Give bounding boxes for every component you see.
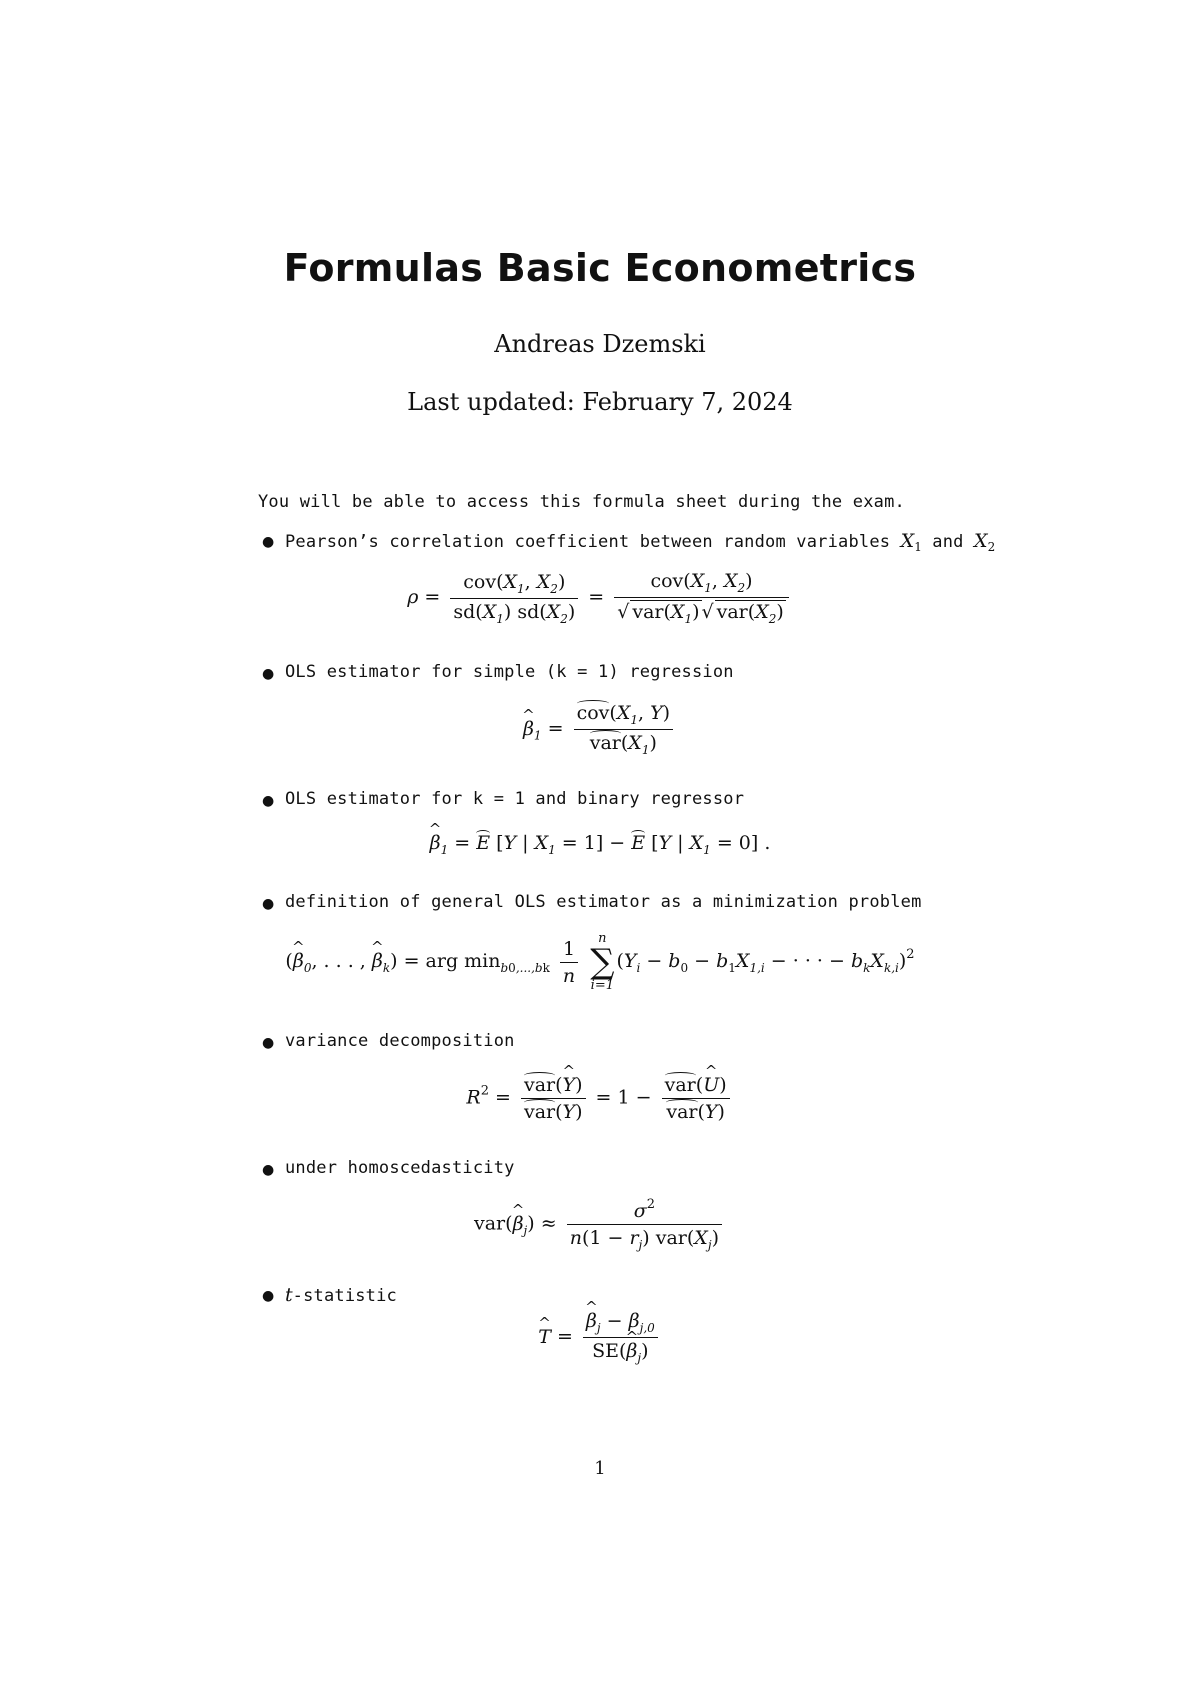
bullet-icon: ●: [262, 1162, 275, 1178]
last-updated: Last updated: February 7, 2024: [407, 388, 793, 416]
bullet-icon: ●: [262, 1035, 275, 1051]
page-number: 1: [594, 1458, 606, 1479]
item-ols-general-label: definition of general OLS estimator as a minimization problem: [285, 892, 922, 912]
item-ols-binary-label: OLS estimator for k = 1 and binary regressor: [285, 789, 745, 809]
item-homoscedasticity-label: under homoscedasticity: [285, 1158, 515, 1178]
bullet-icon: ●: [262, 793, 275, 809]
author: Andreas Dzemski: [494, 330, 706, 358]
pearson-formula: ρ = $\frac{cov(X_1, X_2)}{sd(X_1) sd(X_2)}$ = $\frac{cov(X_1, X_2)}{√ var(X_1) √ var(X_2)}$: [0, 570, 1200, 626]
ols-binary-formula: ^ $\beta_1 = E$ [Y | $X_1 = 1] - E$ [Y | $X_1 = 0$] .: [0, 832, 1200, 857]
ols-simple-formula: ^ $\beta_1$ = $\frac{cov(X_1, Y)}{var(X_1)}$: [0, 702, 1200, 757]
variance-decomposition-formula: $R^2$ = $\frac{\text{var(\textasciicircum{} Y)}}{\text{var(Y)}}$ = 1 − $\frac{\text{var(\textasciicircum{} U)}}{\text{var(Y)}}$: [0, 1074, 1200, 1123]
intro-text: You will be able to access this formula sheet during the exam.: [258, 492, 905, 512]
bullet-icon: ●: [262, 534, 275, 550]
item-t-statistic-label: t-statistic: [285, 1284, 397, 1306]
ols-general-formula: (^ $\beta_0$, . . . , ^ $\beta_k$) = arg $\min_{b0,...,bk}$ $\frac{1}{n}$ n ∑ i=1 ($Y_i - b_0 - b_1X_{1,i}$ − · · · − $b_kX_{k,i})^2$: [0, 932, 1200, 992]
bullet-icon: ●: [262, 1288, 275, 1304]
bullet-icon: ●: [262, 666, 275, 682]
t-statistic-formula: ^ T = ^ $\frac{\beta_j - \beta_{j,0}}{SE(\^{} \beta_j)}$: [0, 1310, 1200, 1365]
document-title: Formulas Basic Econometrics: [283, 246, 917, 290]
homoscedasticity-formula: var(^ $\beta_j$) ≈ $\frac{\sigma^2}{n(1 - r_j) var(X_j)}$: [0, 1197, 1200, 1252]
item-pearson-label: Pearson’s correlation coefficient between random variables $X_1$ and $X_2$: [285, 530, 996, 554]
item-variance-decomposition-label: variance decomposition: [285, 1031, 515, 1051]
item-ols-simple-label: OLS estimator for simple (k = 1) regression: [285, 662, 734, 682]
bullet-icon: ●: [262, 896, 275, 912]
